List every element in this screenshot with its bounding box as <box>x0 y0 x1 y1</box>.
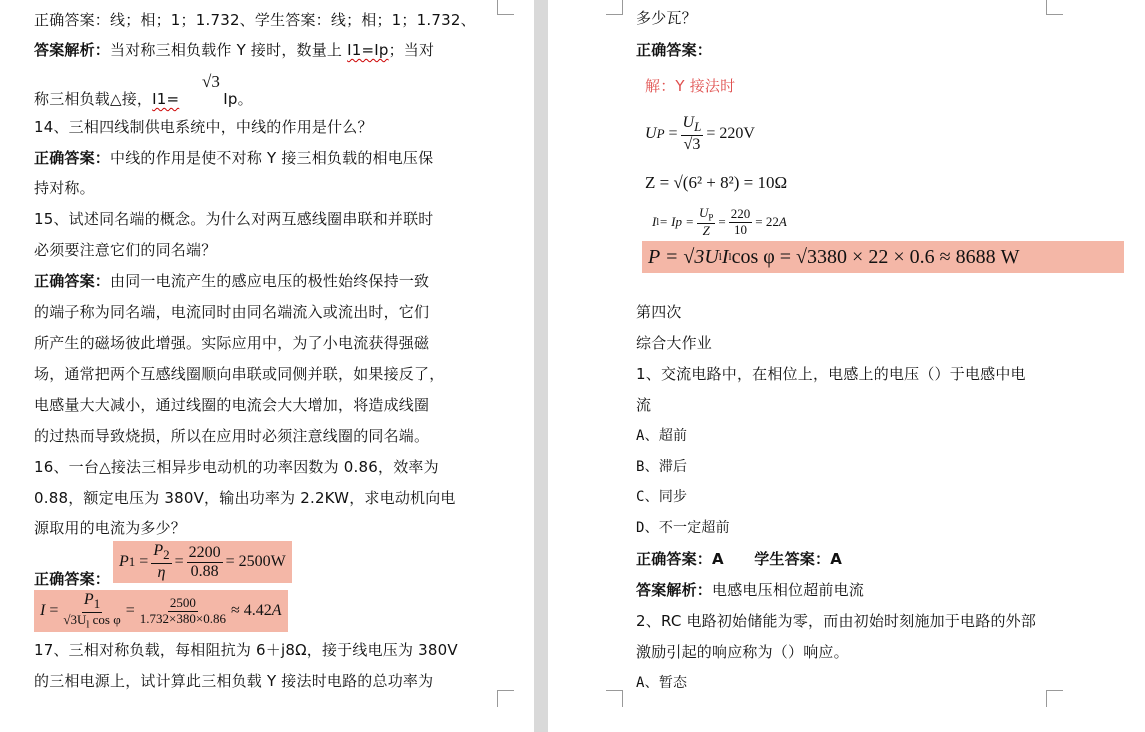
document-page-left <box>0 0 534 732</box>
page-corner-mark <box>606 690 623 707</box>
formula-symbol: P = √3U <box>648 245 719 268</box>
formula-subscript: l <box>728 251 732 263</box>
formula-line-current: I l = Ip = $\frac{U_P}{Z}$ = $\frac{220}{10}$ = 22 A <box>652 204 787 239</box>
formula-inline: I1=Ip <box>347 41 389 59</box>
formula-symbol: U <box>699 204 709 220</box>
answer-14-cont: 持对称。 <box>34 179 95 197</box>
option-a: A、超前 <box>636 428 688 444</box>
explanation-1 <box>636 580 864 600</box>
formula-symbol: I <box>40 602 46 619</box>
question-14: 14、三相四线制供电系统中，中线的作用是什么？ <box>34 118 373 136</box>
sqrt3-symbol: √3 <box>202 72 220 91</box>
formula-subscript: P <box>708 212 714 223</box>
explanation-text: ；当对 <box>388 41 435 59</box>
formula-number: 0.88 <box>190 562 219 580</box>
formula-total-power <box>642 241 1124 273</box>
formula-result: cos φ = √3380 × 22 × 0.6 ≈ 8688 W <box>731 245 1020 268</box>
formula-subscript: 1 <box>93 596 101 612</box>
formula-symbol: √3U <box>63 611 87 627</box>
formula-fraction <box>138 596 228 626</box>
formula-symbol: √3 <box>683 135 701 153</box>
option-d: D、不一定超前 <box>636 520 730 536</box>
question-17-cont: 的三相电源上，试计算此三相负载 Y 接法时电路的总功率为 <box>34 672 434 690</box>
question-15: 15、试述同名端的概念。为什么对两互感线圈串联和并联时 <box>34 210 434 228</box>
page-corner-mark <box>497 0 514 15</box>
answer-label: 正确答案： <box>34 149 111 167</box>
formula-subscript: l <box>86 618 90 631</box>
formula-subscript: l <box>718 251 722 263</box>
answer-15 <box>34 271 429 291</box>
formula-symbol: η <box>157 563 166 581</box>
solution-heading: 解：Y 接法时 <box>645 77 736 95</box>
formula-inline: I1= <box>152 90 180 108</box>
section-heading: 第四次 <box>636 303 682 321</box>
formula-symbol: U <box>682 114 695 132</box>
answer-15-line: 所产生的磁场彼此增强。实际应用中，为了小电流获得强磁 <box>34 334 430 352</box>
formula-symbol: cos φ <box>89 611 121 627</box>
page-corner-mark <box>606 0 623 15</box>
formula-number: 10 <box>734 221 747 237</box>
answer-15-line: 的端子称为同名端，电流同时由同名端流入或流出时，它们 <box>34 303 430 321</box>
question-15-cont: 必须要注意它们的同名端？ <box>34 241 217 259</box>
question-2-cont: 激励引起的响应称为（）响应。 <box>636 643 849 661</box>
answer-15-line: 的过热而导致烧损，所以在应用时必须注意线圈的同名端。 <box>34 427 430 445</box>
formula-symbol: I <box>721 245 729 268</box>
option-b: B、滞后 <box>636 459 688 475</box>
formula-symbol: = Ip = <box>659 214 694 229</box>
formula-result: ≈ 4.42 <box>230 602 272 619</box>
page-gutter <box>534 0 548 732</box>
formula-number: 2200 <box>188 543 221 561</box>
formula-subscript: L <box>694 119 702 135</box>
formula-subscript: P <box>656 126 665 141</box>
formula-impedance: Z = √(6² + 8²) = 10Ω <box>645 173 788 192</box>
answer-text: 由同一电流产生的感应电压的极性始终保持一致 <box>110 272 430 290</box>
answer-15-line: 电感量大大减小，通过线圈的电流会大大增加，将造成线圈 <box>34 396 430 414</box>
question-16: 16、一台△接法三相异步电动机的功率因数为 0.86，效率为 <box>34 458 439 476</box>
question-16-cont: 0.88，额定电压为 380V，输出功率为 2.2KW，求电动机向电 <box>34 489 456 507</box>
formula-fraction <box>187 544 223 580</box>
formula-result: = 2500W <box>225 553 286 570</box>
formula-fraction <box>729 207 753 237</box>
question-2: 2、RC 电路初始储能为零，而由初始时刻施加于电路的外部 <box>636 612 1037 630</box>
formula-fraction <box>681 114 704 153</box>
explanation-text: 当对称三相负载作 Y 接时，数量上 <box>110 41 348 59</box>
answer-15-line: 场，通常把两个互感线圈顺向串联或同侧并联，如果接反了， <box>34 365 445 383</box>
explanation-label: 答案解析： <box>34 41 111 59</box>
formula-number: 1.732×380×0.86 <box>139 610 226 626</box>
formula-symbol: P <box>83 591 94 609</box>
explanation-label: 答案解析： <box>636 581 713 599</box>
formula-result: = 220V <box>706 125 755 142</box>
formula-symbol: P <box>119 553 129 570</box>
answer-14 <box>34 148 433 168</box>
answer-1: 正确答案：A 学生答案：A <box>636 550 843 568</box>
formula-number: 220 <box>730 206 751 222</box>
formula-subscript: 2 <box>163 547 170 563</box>
answer-label: 正确答案： <box>34 570 111 588</box>
formula-fraction <box>151 542 171 581</box>
formula-subscript: l <box>656 216 660 228</box>
formula-subscript: 1 <box>128 554 136 569</box>
answer-label: 正确答案： <box>34 272 111 290</box>
option-c: C、同步 <box>636 489 688 505</box>
formula-fraction <box>697 206 715 239</box>
option-a: A、暂态 <box>636 675 688 691</box>
page-corner-mark <box>497 690 514 707</box>
formula-unit: A <box>778 214 787 229</box>
answer-line: 正确答案：线；相；1；1.732、学生答案：线；相；1；1.732、 <box>34 11 476 29</box>
formula-fraction <box>61 591 122 631</box>
question-17: 17、三相对称负载，每相阻抗为 6＋j8Ω，接于线电压为 380V <box>34 641 458 659</box>
explanation-text: 称三相负载△接， <box>34 90 153 108</box>
question-17-end: 多少瓦？ <box>636 9 697 27</box>
formula-result: = 22 <box>755 214 779 229</box>
document-page-right <box>548 0 1145 732</box>
formula-unit: A <box>271 602 282 619</box>
assignment-title: 综合大作业 <box>636 334 713 352</box>
formula-symbol: P <box>153 542 164 560</box>
formula-p1: P 1 = $\frac{P_2}{\eta}$ = $\frac{2200}{0.88}$ = 2500W <box>113 541 292 583</box>
formula-symbol: I <box>652 214 657 229</box>
formula-inline: Ip。 <box>223 90 253 108</box>
question-1-cont: 流 <box>636 396 652 414</box>
formula-number: 2500 <box>169 595 196 611</box>
formula-symbol: U <box>645 125 657 142</box>
formula-phase-voltage: U P = $\frac{U_L}{√3}$ = 220V <box>645 114 755 153</box>
question-1: 1、交流电路中，在相位上，电感上的电压（）于电感中电 <box>636 365 1026 383</box>
explanation-line <box>34 89 253 109</box>
page-corner-mark <box>1046 0 1063 15</box>
explanation-text: 电感电压相位超前电流 <box>712 581 865 599</box>
answer-text: 中线的作用是使不对称 Y 接三相负载的相电压保 <box>110 149 434 167</box>
explanation-line <box>34 40 434 60</box>
formula-current: I = $\frac{P_1}{√3U_l \cos \varphi}$ = $\frac{2500}{1.732\times 380\times 0.86}$ ≈ 4.42 A <box>34 590 288 632</box>
formula-symbol: Z <box>702 223 710 239</box>
page-corner-mark <box>1046 690 1063 707</box>
answer-label: 正确答案： <box>636 41 713 59</box>
question-16-cont: 源取用的电流为多少？ <box>34 519 187 537</box>
